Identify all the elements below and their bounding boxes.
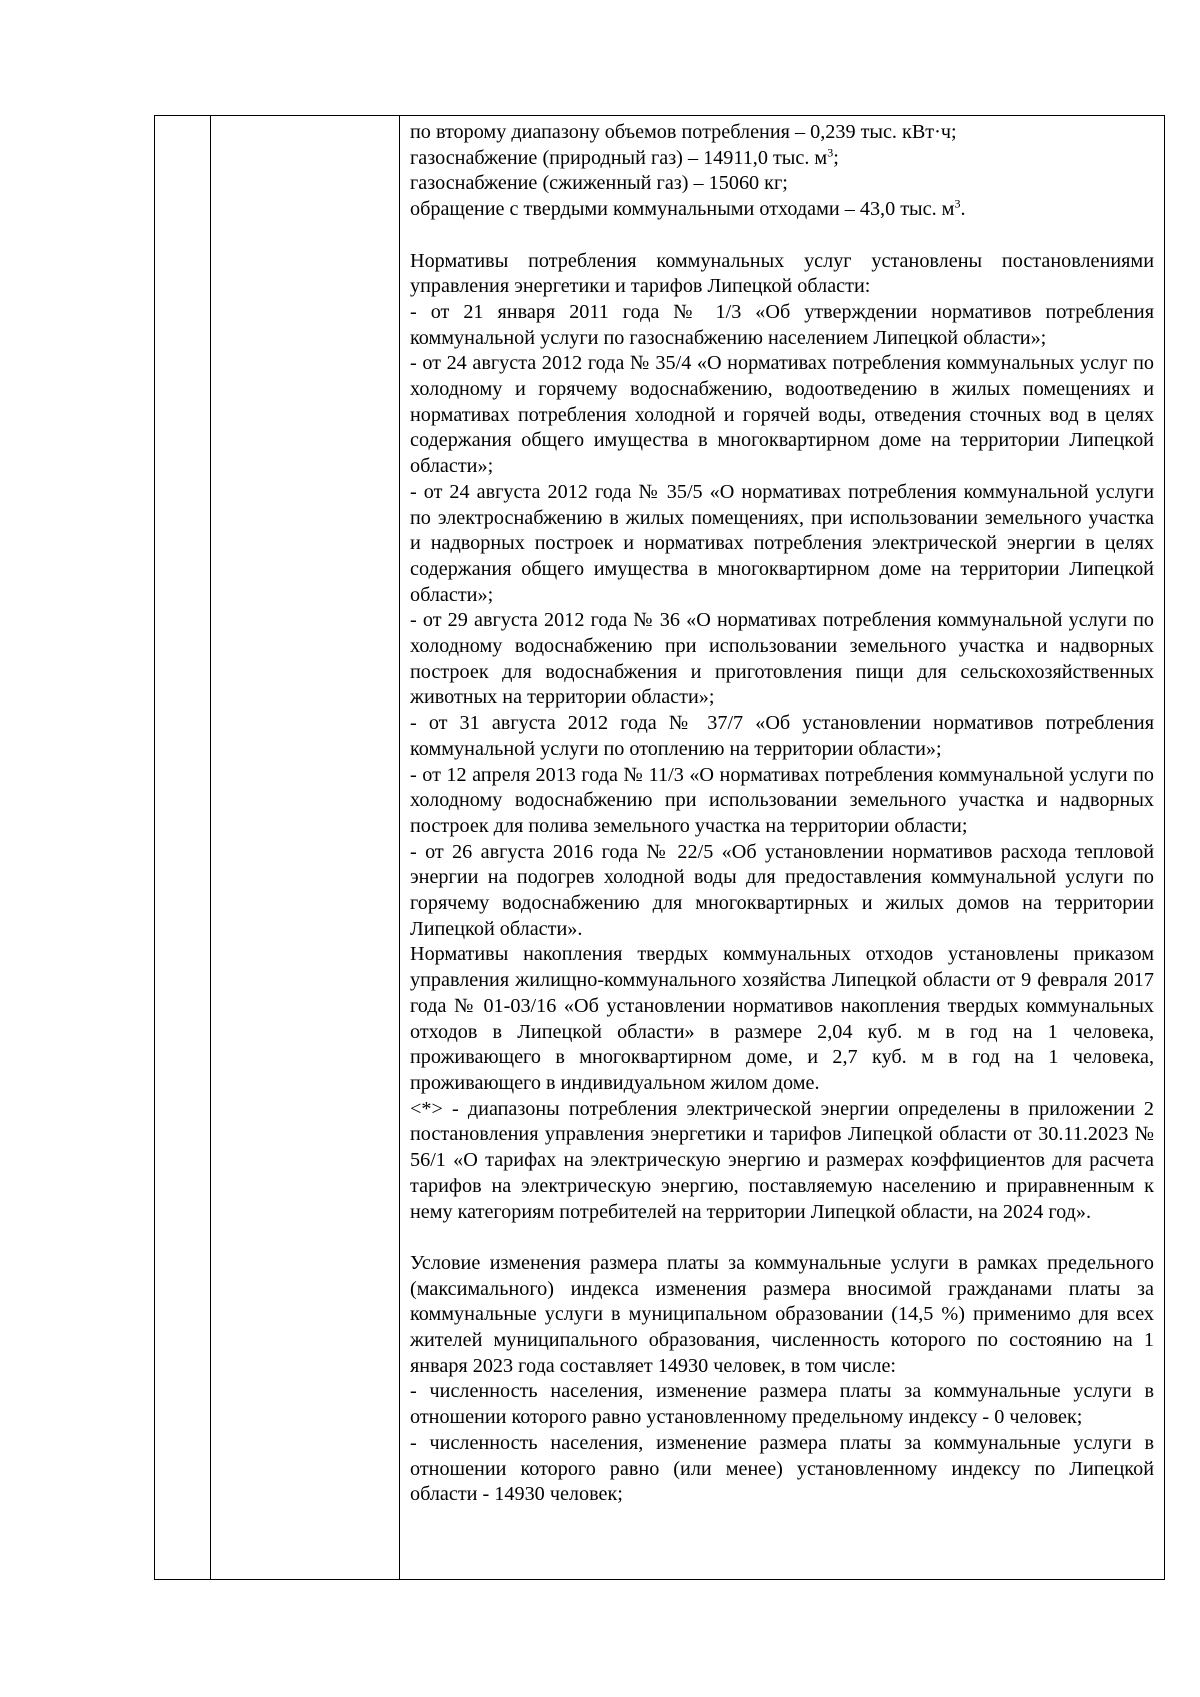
population-item: - численность населения, изменение размера платы за коммунальные услуги в отношении которого равно установленному предельному индексу - 0 человек; (410, 1380, 1154, 1429)
normative-item: - от 31 августа 2012 года № 37/7 «Об установлении нормативов потребления коммунальной услуги по отоплению на территории области»; (410, 712, 1154, 760)
table-column-content (400, 116, 1164, 1579)
document-table (154, 115, 1165, 1580)
consumption-line-electricity: по второму диапазону объемов потребления – 0,239 тыс. кВт·ч; (410, 121, 957, 143)
normatives-intro: Нормативы потребления коммунальных услуг установлены постановлениями управления энергетики и тарифов Липецкой области: (410, 249, 1154, 298)
normative-item: - от 21 января 2011 года № 1/3 «Об утверждении нормативов потребления коммунальной услуги по газоснабжению населением Липецкой области»; (410, 300, 1154, 349)
normative-item: - от 29 августа 2012 года № 36 «О нормативах потребления коммунальной услуги по холодному водоснабжению при использовании земельного участка и надворных построек для водоснабжения и приготовления пищи для сельскохозяйственных животных на территории области»; (410, 609, 1154, 709)
consumption-line-liquefied-gas: газоснабжение (сжиженный газ) – 15060 кг; (410, 172, 788, 195)
normative-item: - от 26 августа 2016 года № 22/5 «Об установлении нормативов расхода тепловой энергии на подогрев холодной воды для предоставления коммунальной услуги по горячему водоснабжению для многоквартирных и жилых домов на территории Липецкой области». (410, 840, 1154, 940)
condition-paragraph: Условие изменения размера платы за коммунальные услуги в рамках предельного (максимального) индекса изменения размера вносимой гражданами платы за коммунальные услуги в муниципальном образовании (14,5 %) применимо для всех жителей муниципального образования, численность которого по состоянию на 1 января 2023 года составляет 14930 человек, в том числе: (410, 1251, 1154, 1377)
table-column-number (155, 116, 211, 1579)
population-item: - численность населения, изменение размера платы за коммунальные услуги в отношении которого равно (или менее) установленному индексу по Липецкой области - 14930 человек; (410, 1431, 1154, 1506)
consumption-line-waste: обращение с твердыми коммунальными отходами – 43,0 тыс. $м^3$. (410, 196, 966, 221)
normative-item: - от 24 августа 2012 года № 35/4 «О нормативах потребления коммунальных услуг по холодному и горячему водоснабжению, водоотведению в жилых помещениях и нормативах потребления холодной и горячей воды, отведения сточных вод в целях содержания общего имущества в многоквартирном доме на территории Липецкой области»; (410, 352, 1154, 478)
table-column-name (211, 116, 400, 1579)
normative-item: - от 12 апреля 2013 года № 11/3 «О нормативах потребления коммунальной услуги по холодному водоснабжению при использовании земельного участка и надворных построек для полива земельного участка на территории области; (410, 763, 1154, 837)
consumption-line-natural-gas: газоснабжение (природный газ) – 14911,0 тыс. $м^3$; (410, 144, 839, 169)
footnote-paragraph: <*> - диапазоны потребления электрической энергии определены в приложении 2 постановления управления энергетики и тарифов Липецкой области от 30.11.2023 № 56/1 «О тарифах на электрическую энергию и размерах коэффициентов для расчета тарифов на электрическую энергию, поставляемую населению и приравненным к нему категориям потребителей на территории Липецкой области, на 2024 год». (410, 1097, 1154, 1223)
normative-item: - от 24 августа 2012 года № 35/5 «О нормативах потребления коммунальной услуги по электроснабжению в жилых помещениях, при использовании земельного участка и надворных построек и нормативах потребления электрической энергии в целях содержания общего имущества в многоквартирном доме на территории Липецкой области»; (410, 480, 1154, 606)
tko-normatives-paragraph: Нормативы накопления твердых коммунальных отходов установлены приказом управления жилищно-коммунального хозяйства Липецкой области от 9 февраля 2017 года № 01-03/16 «Об установлении нормативов накопления твердых коммунальных отходов в Липецкой области» в размере 2,04 куб. м в год на 1 человека, проживающего в многоквартирном доме, и 2,7 куб. м в год на 1 человека, проживающего в индивидуальном жилом доме. (410, 943, 1154, 1094)
